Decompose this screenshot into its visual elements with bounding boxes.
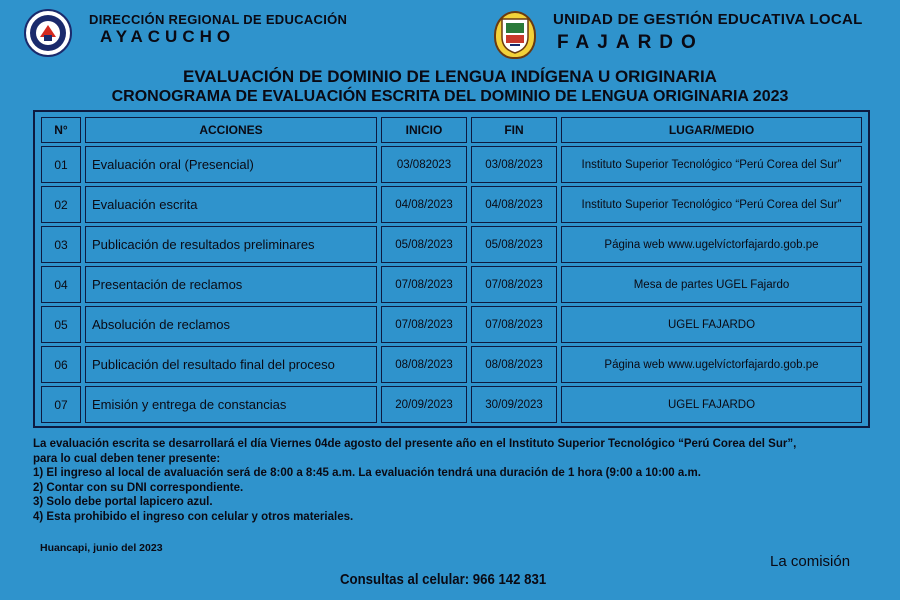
row-action: Publicación de resultados preliminares bbox=[85, 226, 377, 263]
table-row bbox=[41, 386, 862, 423]
row-end-date: 07/08/2023 bbox=[471, 266, 557, 303]
row-start-date: 03/082023 bbox=[381, 146, 467, 183]
row-number: 05 bbox=[41, 306, 81, 343]
row-action: Publicación del resultado final del proceso bbox=[85, 346, 377, 383]
table-row bbox=[41, 306, 862, 343]
column-header-start: INICIO bbox=[381, 117, 467, 143]
row-place: Instituto Superior Tecnológico “Perú Corea del Sur” bbox=[561, 186, 862, 223]
table-row bbox=[41, 346, 862, 383]
row-end-date: 07/08/2023 bbox=[471, 306, 557, 343]
row-action: Evaluación oral (Presencial) bbox=[85, 146, 377, 183]
page-header bbox=[0, 0, 900, 66]
note-line: para lo cual deben tener presente: bbox=[33, 452, 221, 465]
page-subtitle: CRONOGRAMA DE EVALUACIÓN ESCRITA DEL DOMINIO DE LENGUA ORIGINARIA 2023 bbox=[111, 88, 789, 105]
right-org-name: UNIDAD DE GESTIÓN EDUCATIVA LOCAL bbox=[553, 11, 863, 28]
page-title: EVALUACIÓN DE DOMINIO DE LENGUA INDÍGENA U ORIGINARIA bbox=[183, 67, 717, 86]
row-number: 07 bbox=[41, 386, 81, 423]
row-place: Página web www.ugelvíctorfajardo.gob.pe bbox=[561, 346, 862, 383]
row-number: 04 bbox=[41, 266, 81, 303]
row-start-date: 20/09/2023 bbox=[381, 386, 467, 423]
signature-commission: La comisión bbox=[770, 553, 851, 570]
regional-education-seal-icon bbox=[24, 9, 72, 57]
contact-phone: Consultas al celular: 966 142 831 bbox=[340, 571, 547, 588]
schedule-table bbox=[37, 114, 866, 426]
row-action: Presentación de reclamos bbox=[85, 266, 377, 303]
row-place: UGEL FAJARDO bbox=[561, 386, 862, 423]
table-row bbox=[41, 186, 862, 223]
row-start-date: 05/08/2023 bbox=[381, 226, 467, 263]
ugel-fajardo-crest-icon bbox=[494, 11, 536, 59]
row-start-date: 04/08/2023 bbox=[381, 186, 467, 223]
table-row bbox=[41, 266, 862, 303]
row-number: 02 bbox=[41, 186, 81, 223]
row-place: Mesa de partes UGEL Fajardo bbox=[561, 266, 862, 303]
note-line: La evaluación escrita se desarrollará el día Viernes 04de agosto del presente año en el Instituto Superior Tecnológico “Perú Corea del Sur”, bbox=[33, 438, 797, 450]
row-end-date: 08/08/2023 bbox=[471, 346, 557, 383]
row-start-date: 07/08/2023 bbox=[381, 266, 467, 303]
column-header-number: N° bbox=[41, 117, 81, 143]
note-line: 3) Solo debe portal lapicero azul. bbox=[33, 496, 213, 509]
instructions-notes bbox=[33, 437, 883, 525]
row-start-date: 08/08/2023 bbox=[381, 346, 467, 383]
row-end-date: 05/08/2023 bbox=[471, 226, 557, 263]
row-action: Emisión y entrega de constancias bbox=[85, 386, 377, 423]
row-number: 03 bbox=[41, 226, 81, 263]
left-org-region: AYACUCHO bbox=[100, 27, 236, 46]
table-row bbox=[41, 146, 862, 183]
row-action: Absolución de reclamos bbox=[85, 306, 377, 343]
row-number: 06 bbox=[41, 346, 81, 383]
table-row bbox=[41, 226, 862, 263]
column-header-place: LUGAR/MEDIO bbox=[561, 117, 862, 143]
row-start-date: 07/08/2023 bbox=[381, 306, 467, 343]
row-number: 01 bbox=[41, 146, 81, 183]
row-place: Instituto Superior Tecnológico “Perú Corea del Sur” bbox=[561, 146, 862, 183]
row-action: Evaluación escrita bbox=[85, 186, 377, 223]
note-line: 1) El ingreso al local de avaluación será de 8:00 a 8:45 a.m. La evaluación tendrá una duración de 1 hora (9:00 a 10:00 a.m. bbox=[33, 467, 701, 480]
row-place: Página web www.ugelvíctorfajardo.gob.pe bbox=[561, 226, 862, 263]
issue-date: Huancapi, junio del 2023 bbox=[40, 542, 163, 554]
column-header-actions: ACCIONES bbox=[85, 117, 377, 143]
column-header-end: FIN bbox=[471, 117, 557, 143]
right-org-unit: FAJARDO bbox=[557, 32, 704, 53]
table-header-row bbox=[41, 117, 862, 143]
row-end-date: 03/08/2023 bbox=[471, 146, 557, 183]
note-line: 2) Contar con su DNI correspondiente. bbox=[33, 481, 244, 494]
note-line: 4) Esta prohibido el ingreso con celular y otros materiales. bbox=[33, 510, 354, 523]
row-end-date: 30/09/2023 bbox=[471, 386, 557, 423]
schedule-table-frame bbox=[33, 110, 870, 428]
row-end-date: 04/08/2023 bbox=[471, 186, 557, 223]
row-place: UGEL FAJARDO bbox=[561, 306, 862, 343]
left-org-name: DIRECCIÓN REGIONAL DE EDUCACIÓN bbox=[89, 12, 348, 27]
